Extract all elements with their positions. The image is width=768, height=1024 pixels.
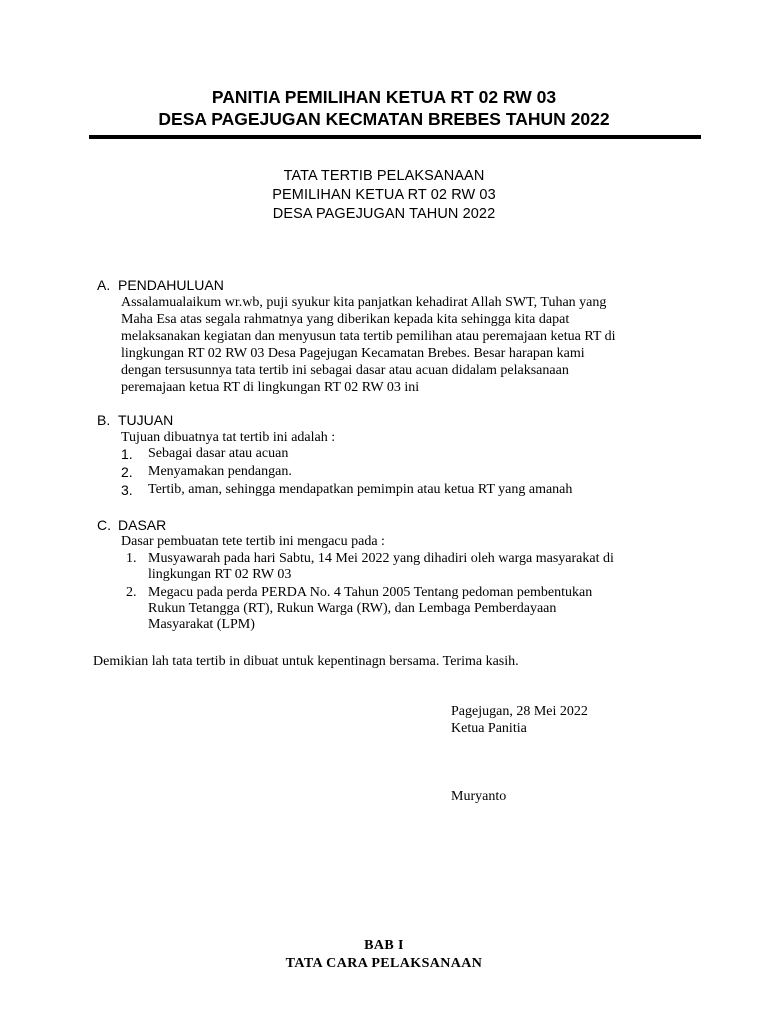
section-a-title: PENDAHULUAN [118, 277, 224, 293]
section-b-heading [97, 411, 173, 429]
paragraph-line: dengan tersusunnya tata tertib ini sebagai dasar atau acuan didalam pelaksanaan [121, 363, 569, 378]
paragraph-line: Maha Esa atas segala rahmatnya yang diberikan kepada kita sehingga kita dapat [121, 312, 570, 327]
section-a-heading [97, 276, 224, 294]
section-b-title: TUJUAN [118, 412, 174, 428]
title-line-1: TATA TERTIB PELAKSANAAN [283, 168, 485, 184]
list-item [121, 585, 614, 633]
list-number: 2. [126, 585, 137, 600]
list-text-line: Rukun Tetangga (RT), Rukun Warga (RW), dan Lembaga Pemberdayaan [148, 601, 557, 616]
list-text-line: lingkungan RT 02 RW 03 [148, 567, 292, 582]
paragraph-line: Assalamualaikum wr.wb, puji syukur kita panjatkan kehadirat Allah SWT, Tuhan yang [121, 295, 607, 310]
list-text: Menyamakan pendangan. [148, 464, 292, 479]
list-number: 3. [121, 482, 133, 498]
section-c-title: DASAR [118, 517, 167, 533]
list-item [121, 463, 572, 481]
title-line-2: PEMILIHAN KETUA RT 02 RW 03 [272, 187, 496, 203]
section-c-intro-text: Dasar pembuatan tete tertib ini mengacu pada : [121, 534, 385, 549]
section-a-paragraph [121, 294, 681, 396]
title-line-3: DESA PAGEJUGAN TAHUN 2022 [272, 206, 496, 222]
list-text: Sebagai dasar atau acuan [148, 446, 289, 461]
paragraph-line: melaksanakan kegiatan dan menyusun tata tertib pemilihan atau peremajaan ketua RT di [121, 329, 616, 344]
chapter-title: TATA CARA PELAKSANAAN [285, 956, 483, 971]
list-item [121, 445, 572, 463]
section-b-intro-text: Tujuan dibuatnya tat tertib ini adalah : [121, 430, 336, 445]
section-c-heading [97, 516, 166, 534]
section-c-list [121, 551, 614, 635]
closing-statement: Demikian lah tata tertib in dibuat untuk kepentinagn bersama. Terima kasih. [93, 654, 519, 669]
section-b-list [121, 445, 572, 499]
section-c-intro [121, 533, 681, 550]
signature-role: Ketua Panitia [451, 721, 527, 736]
section-c-letter: C. [97, 517, 111, 533]
list-item [121, 481, 572, 499]
list-item [121, 551, 614, 583]
section-b-letter: B. [97, 412, 111, 428]
list-text-line: Megacu pada perda PERDA No. 4 Tahun 2005 Tentang pedoman pembentukan [148, 585, 593, 600]
signature-place-date: Pagejugan, 28 Mei 2022 [451, 704, 588, 719]
header-line-1: PANITIA PEMILIHAN KETUA RT 02 RW 03 [211, 87, 557, 107]
chapter-number: BAB I [364, 938, 404, 953]
list-number: 1. [121, 446, 133, 462]
list-text: Tertib, aman, sehingga mendapatkan pemimpin atau ketua RT yang amanah [148, 482, 573, 497]
paragraph-line: peremajaan ketua RT di lingkungan RT 02 RW 03 ini [121, 380, 420, 395]
section-b-intro [121, 429, 681, 446]
document-header [0, 86, 768, 130]
header-line-2: DESA PAGEJUGAN KECMATAN BREBES TAHUN 2022 [158, 109, 610, 129]
chapter-heading [0, 937, 768, 973]
list-text-line: Masyarakat (LPM) [148, 617, 255, 632]
document-title [0, 167, 768, 224]
section-a-letter: A. [97, 277, 111, 293]
list-number: 2. [121, 464, 133, 480]
list-text-line: Musyawarah pada hari Sabtu, 14 Mei 2022 yang dihadiri oleh warga masyarakat di [148, 551, 614, 566]
paragraph-line: lingkungan RT 02 RW 03 Desa Pagejugan Kecamatan Brebes. Besar harapan kami [121, 346, 585, 361]
list-number: 1. [126, 551, 137, 566]
signature-name: Muryanto [451, 789, 507, 804]
header-divider [89, 135, 701, 139]
